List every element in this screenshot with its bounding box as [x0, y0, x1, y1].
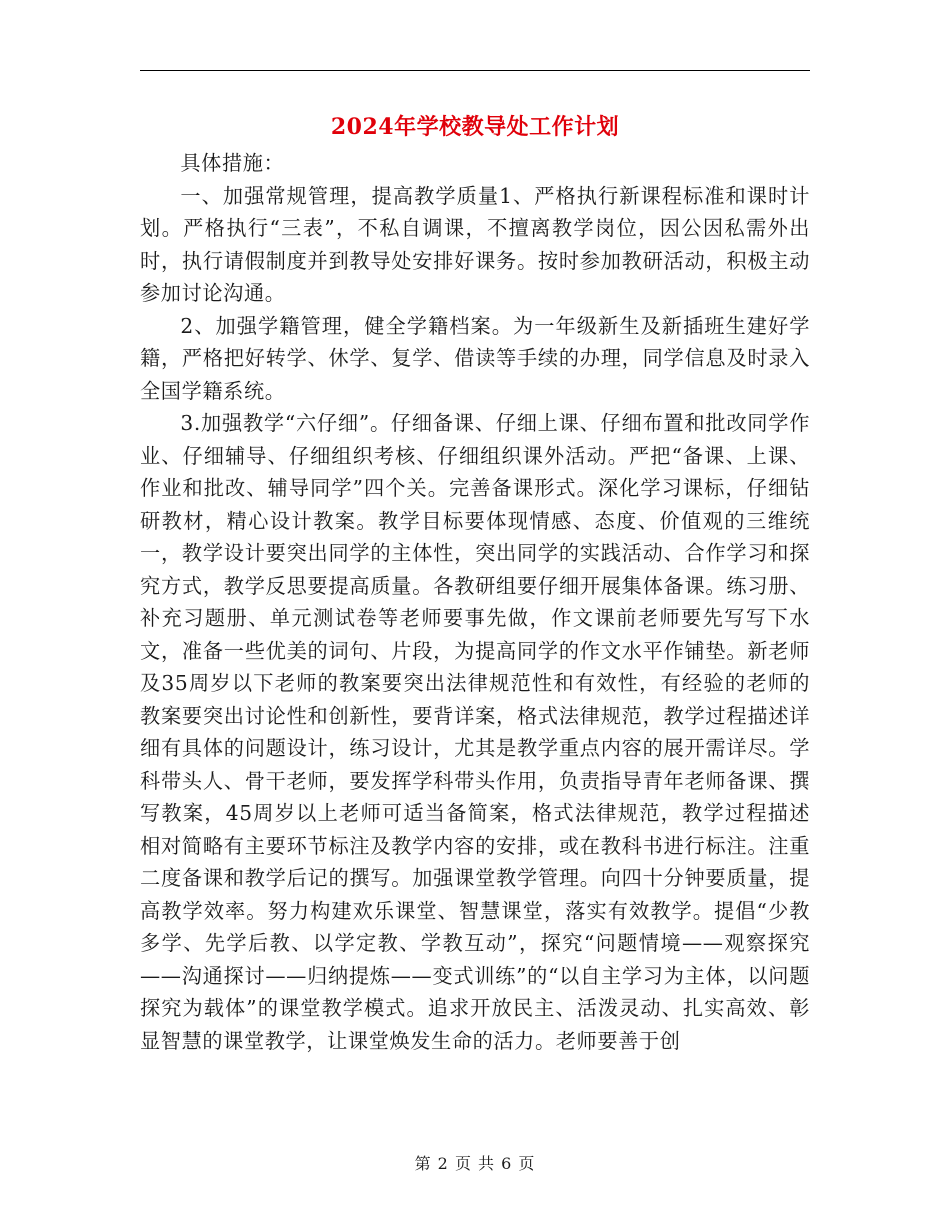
header-rule — [140, 70, 810, 71]
document-title: 2024年学校教导处工作计划 — [330, 114, 620, 140]
paragraph-section-2: 2、加强学籍管理，健全学籍档案。为一年级新生及新插班生建好学籍，严格把好转学、休学、复学、借读等手续的办理，同学信息及时录入全国学籍系统。 — [140, 313, 810, 403]
page-number-footer: 第 2 页 共 6 页 — [414, 1154, 536, 1173]
paragraph-intro: 具体措施： — [180, 151, 285, 175]
document-body — [140, 147, 810, 1057]
paragraph-section-1: 一、加强常规管理，提高教学质量1、严格执行新课程标准和课时计划。严格执行“三表”，不私自调课，不擅离教学岗位，因公因私需外出时，执行请假制度并到教导处安排好课务。按时参加教研活动，积极主动参加讨论沟通。 — [140, 183, 810, 305]
paragraph-section-3: 3.加强教学“六仔细”。仔细备课、仔细上课、仔细布置和批改同学作业、仔细辅导、仔细组织考核、仔细组织课外活动。严把“备课、上课、作业和批改、辅导同学”四个关。完善备课形式。深化学习课标，仔细钻研教材，精心设计教案。教学目标要体现情感、态度、价值观的三维统一，教学设计要突出同学的主体性，突出同学的实践活动、合作学习和探究方式，教学反思要提高质量。各教研组要仔细开展集体备课。练习册、补充习题册、单元测试卷等老师要事先做，作文课前老师要先写写下水文，准备一些优美的词句、片段，为提高同学的作文水平作铺垫。新老师及35周岁以下老师的教案要突出法律规范性和有效性，有经验的老师的教案要突出讨论性和创新性，要背详案，格式法律规范，教学过程描述详细有具体的问题设计，练习设计，尤其是教学重点内容的展开需详尽。学科带头人、骨干老师，要发挥学科带头作用，负责指导青年老师备课、撰写教案，45周岁以上老师可适当备简案，格式法律规范，教学过程描述相对简略有主要环节标注及教学内容的安排，或在教科书进行标注。注重二度备课和教学后记的撰写。加强课堂教学管理。向四十分钟要质量，提高教学效率。努力构建欢乐课堂、智慧课堂，落实有效教学。提倡“少教多学、先学后教、以学定教、学教互动”，探究“问题情境——观察探究——沟通探讨——归纳提炼——变式训练”的“以自主学习为主体，以问题探究为载体”的课堂教学模式。追求开放民主、活泼灵动、扎实高效、彰显智慧的课堂教学，让课堂焕发生命的活力。老师要善于创 — [140, 411, 810, 1053]
